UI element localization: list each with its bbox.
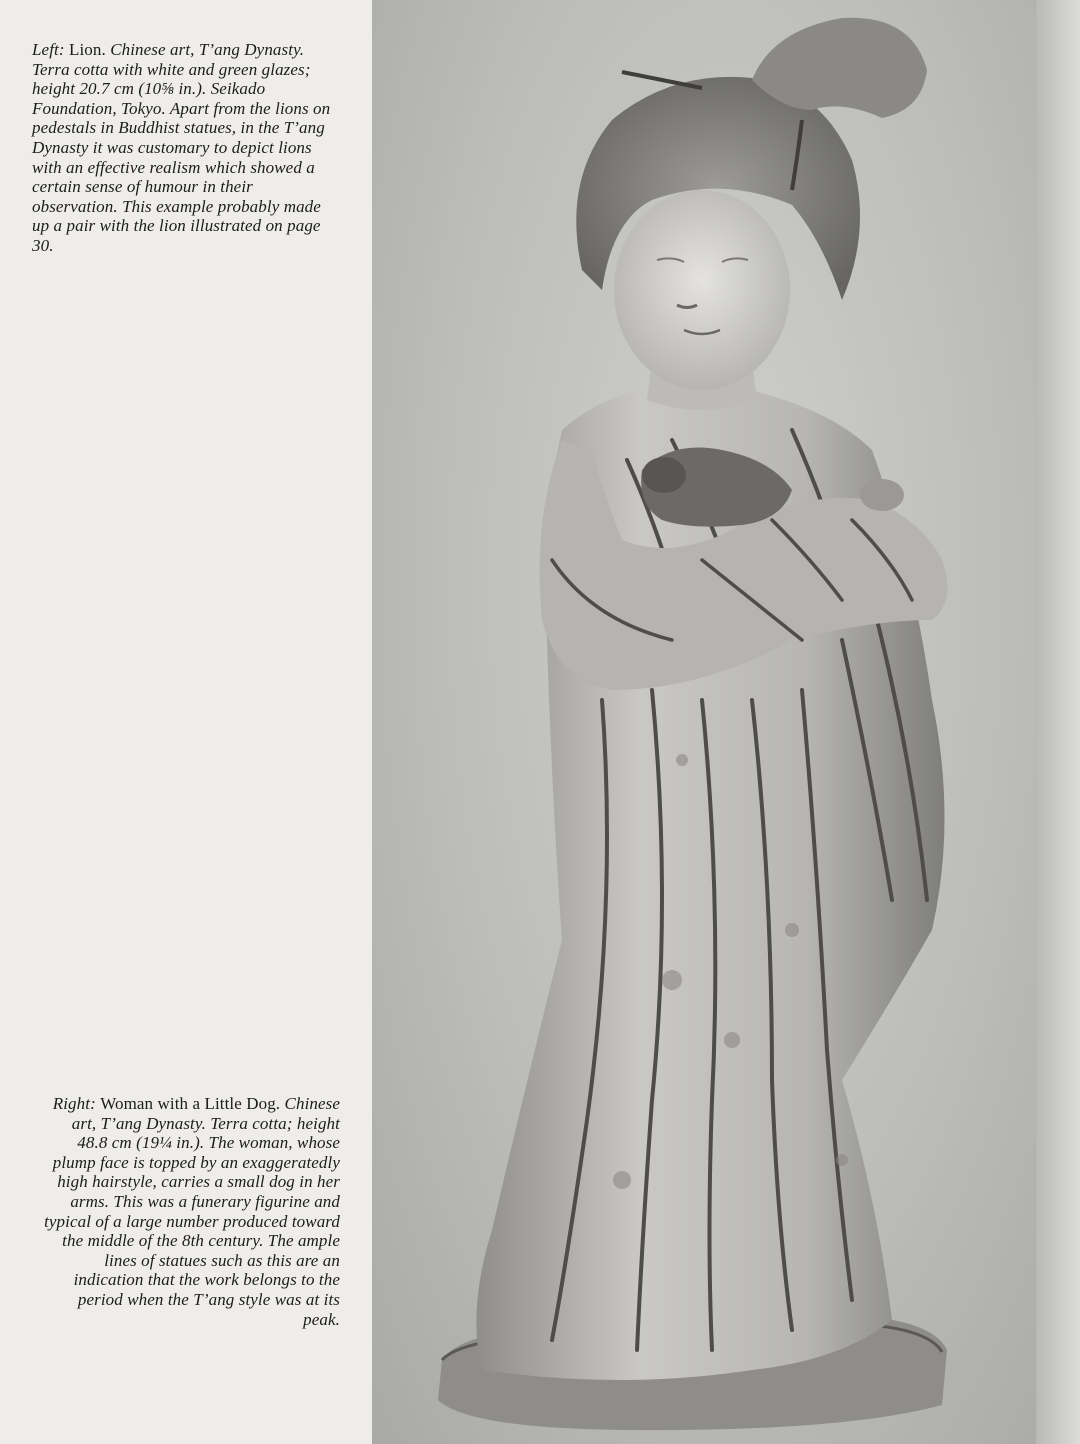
caption-title: Woman with a Little Dog. (100, 1094, 281, 1113)
caption-body: Chinese art, T’ang Dynasty. Terra cotta; height 48.8 cm (19¼ in.). The woman, whose plump face is topped by an exaggeratedly high hairstyle, carries a small dog in her arms. This was a funerary figurine and typical of a large number produced toward the middle of the 8th century. The ample lines of statues such as this are an indication that the work belongs to the period when the T’ang style was at its peak. (44, 1094, 340, 1329)
caption-body: Chinese art, T’ang Dynasty. Terra cotta with white and green glazes; height 20.7 cm (10⅝ in.). Seikado Foundation, Tokyo. Apart from the lions on pedestals in Buddhist statues, in the T’ang Dynasty it was customary to depict lions with an effective realism which showed a certain sense of humour in their observation. This example probably made up a pair with the lion illustrated on page 30. (32, 40, 331, 255)
figurine-photo (372, 0, 1080, 1444)
caption-lead: Right: (52, 1094, 96, 1113)
figurine-illustration (372, 0, 1080, 1444)
figurine-face (614, 190, 790, 390)
page-edge (1036, 0, 1080, 1444)
caption-lead: Left: (32, 40, 65, 59)
text-column (0, 0, 372, 1444)
caption-woman (40, 1094, 340, 1329)
caption-lion (32, 40, 332, 256)
caption-title: Lion. (68, 40, 106, 59)
